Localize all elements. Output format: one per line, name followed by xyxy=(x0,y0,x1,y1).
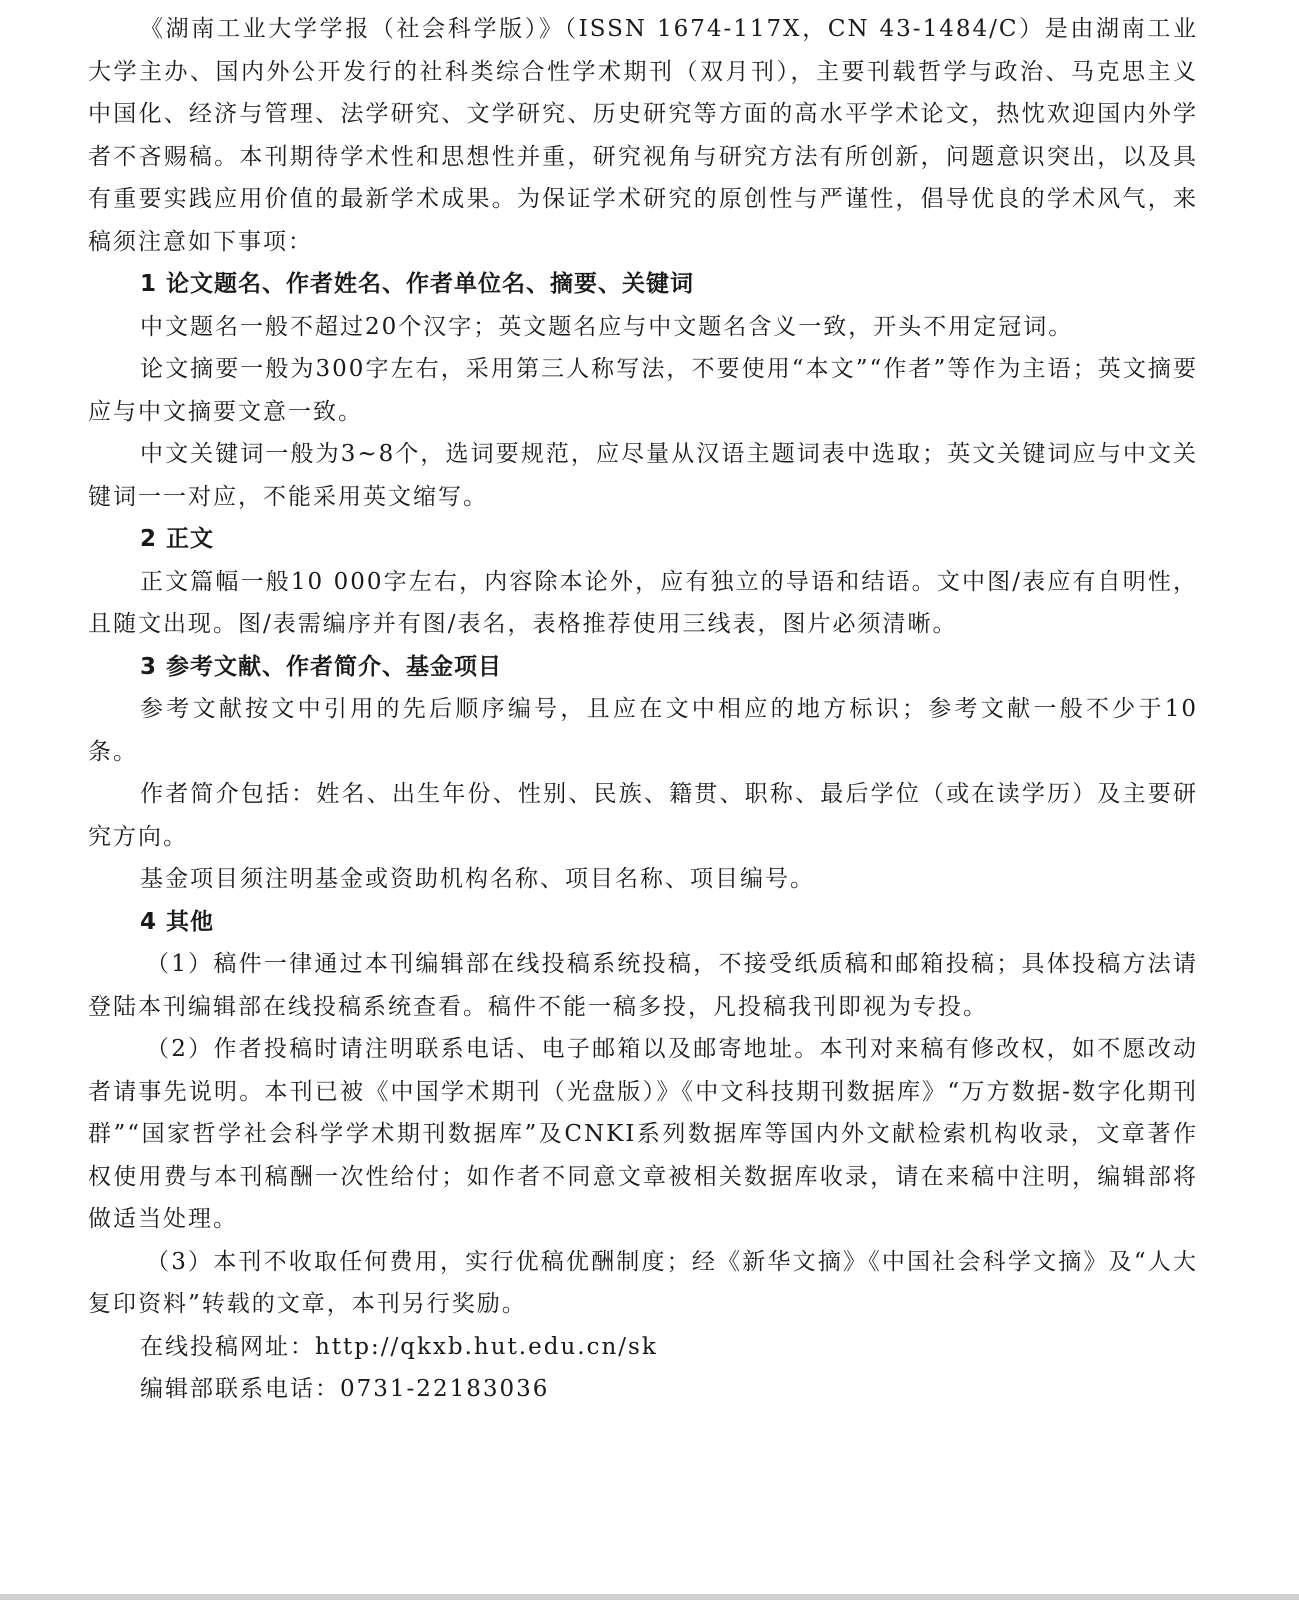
submission-website: 在线投稿网址：http://qkxb.hut.edu.cn/sk xyxy=(140,1333,658,1360)
section-4-paragraph-1: （1）稿件一律通过本刊编辑部在线投稿系统投稿，不接受纸质稿和邮箱投稿；具体投稿方法请登陆本刊编辑部在线投稿系统查看。稿件不能一稿多投，凡投稿我刊即视为专投。 xyxy=(88,951,1198,1020)
section-1-paragraph-2: 论文摘要一般为300字左右，采用第三人称写法，不要使用“本文”“作者”等作为主语；英文摘要应与中文摘要文意一致。 xyxy=(88,356,1198,425)
section-heading-3: 3 参考文献、作者简介、基金项目 xyxy=(140,653,503,680)
section-2-paragraph-1: 正文篇幅一般10 000字左右，内容除本论外，应有独立的导语和结语。文中图/表应有自明性，且随文出现。图/表需编序并有图/表名，表格推荐使用三线表，图片必须清晰。 xyxy=(88,568,1198,637)
section-heading-2: 2 正文 xyxy=(140,526,215,552)
section-1-paragraph-1: 中文题名一般不超过20个汉字；英文题名应与中文题名含义一致，开头不用定冠词。 xyxy=(140,313,1074,340)
page-bottom-rule xyxy=(0,1594,1299,1600)
section-3-paragraph-2: 作者简介包括：姓名、出生年份、性别、民族、籍贯、职称、最后学位（或在读学历）及主要研究方向。 xyxy=(88,781,1198,850)
section-1-paragraph-3: 中文关键词一般为3~8个，选词要规范，应尽量从汉语主题词表中选取；英文关键词应与中文关键词一一对应，不能采用英文缩写。 xyxy=(88,441,1198,510)
section-heading-4: 4 其他 xyxy=(140,908,215,935)
intro-paragraph: 《湖南工业大学学报（社会科学版）》（ISSN 1674-117X，CN 43-1484/C）是由湖南工业大学主办、国内外公开发行的社科类综合性学术期刊（双月刊），主要刊载哲学与政治、马克思主义中国化、经济与管理、法学研究、文学研究、历史研究等方面的高水平学术论文，热忱欢迎国内外学者不吝赐稿。本刊期待学术性和思想性并重，研究视角与研究方法有所创新，问题意识突出，以及具有重要实践应用价值的最新学术成果。为保证学术研究的原创性与严谨性，倡导优良的学术风气，来稿须注意如下事项： xyxy=(88,16,1198,255)
notice-document xyxy=(88,8,1198,1411)
section-3-paragraph-3: 基金项目须注明基金或资助机构名称、项目名称、项目编号。 xyxy=(140,866,815,892)
section-3-paragraph-1: 参考文献按文中引用的先后顺序编号，且应在文中相应的地方标识；参考文献一般不少于10条。 xyxy=(88,696,1198,765)
section-heading-1: 1 论文题名、作者姓名、作者单位名、摘要、关键词 xyxy=(140,271,695,297)
section-4-paragraph-2: （2）作者投稿时请注明联系电话、电子邮箱以及邮寄地址。本刊对来稿有修改权，如不愿改动者请事先说明。本刊已被《中国学术期刊（光盘版）》《中文科技期刊数据库》“万方数据-数字化期刊群”“国家哲学社会科学学术期刊数据库”及CNKI系列数据库等国内外文献检索机构收录，文章著作权使用费与本刊稿酬一次性给付；如作者不同意文章被相关数据库收录，请在来稿中注明，编辑部将做适当处理。 xyxy=(88,1036,1198,1232)
editorial-phone: 编辑部联系电话：0731-22183036 xyxy=(140,1376,550,1402)
section-4-paragraph-3: （3）本刊不收取任何费用，实行优稿优酬制度；经《新华文摘》《中国社会科学文摘》及“人大复印资料”转载的文章，本刊另行奖励。 xyxy=(88,1248,1198,1317)
